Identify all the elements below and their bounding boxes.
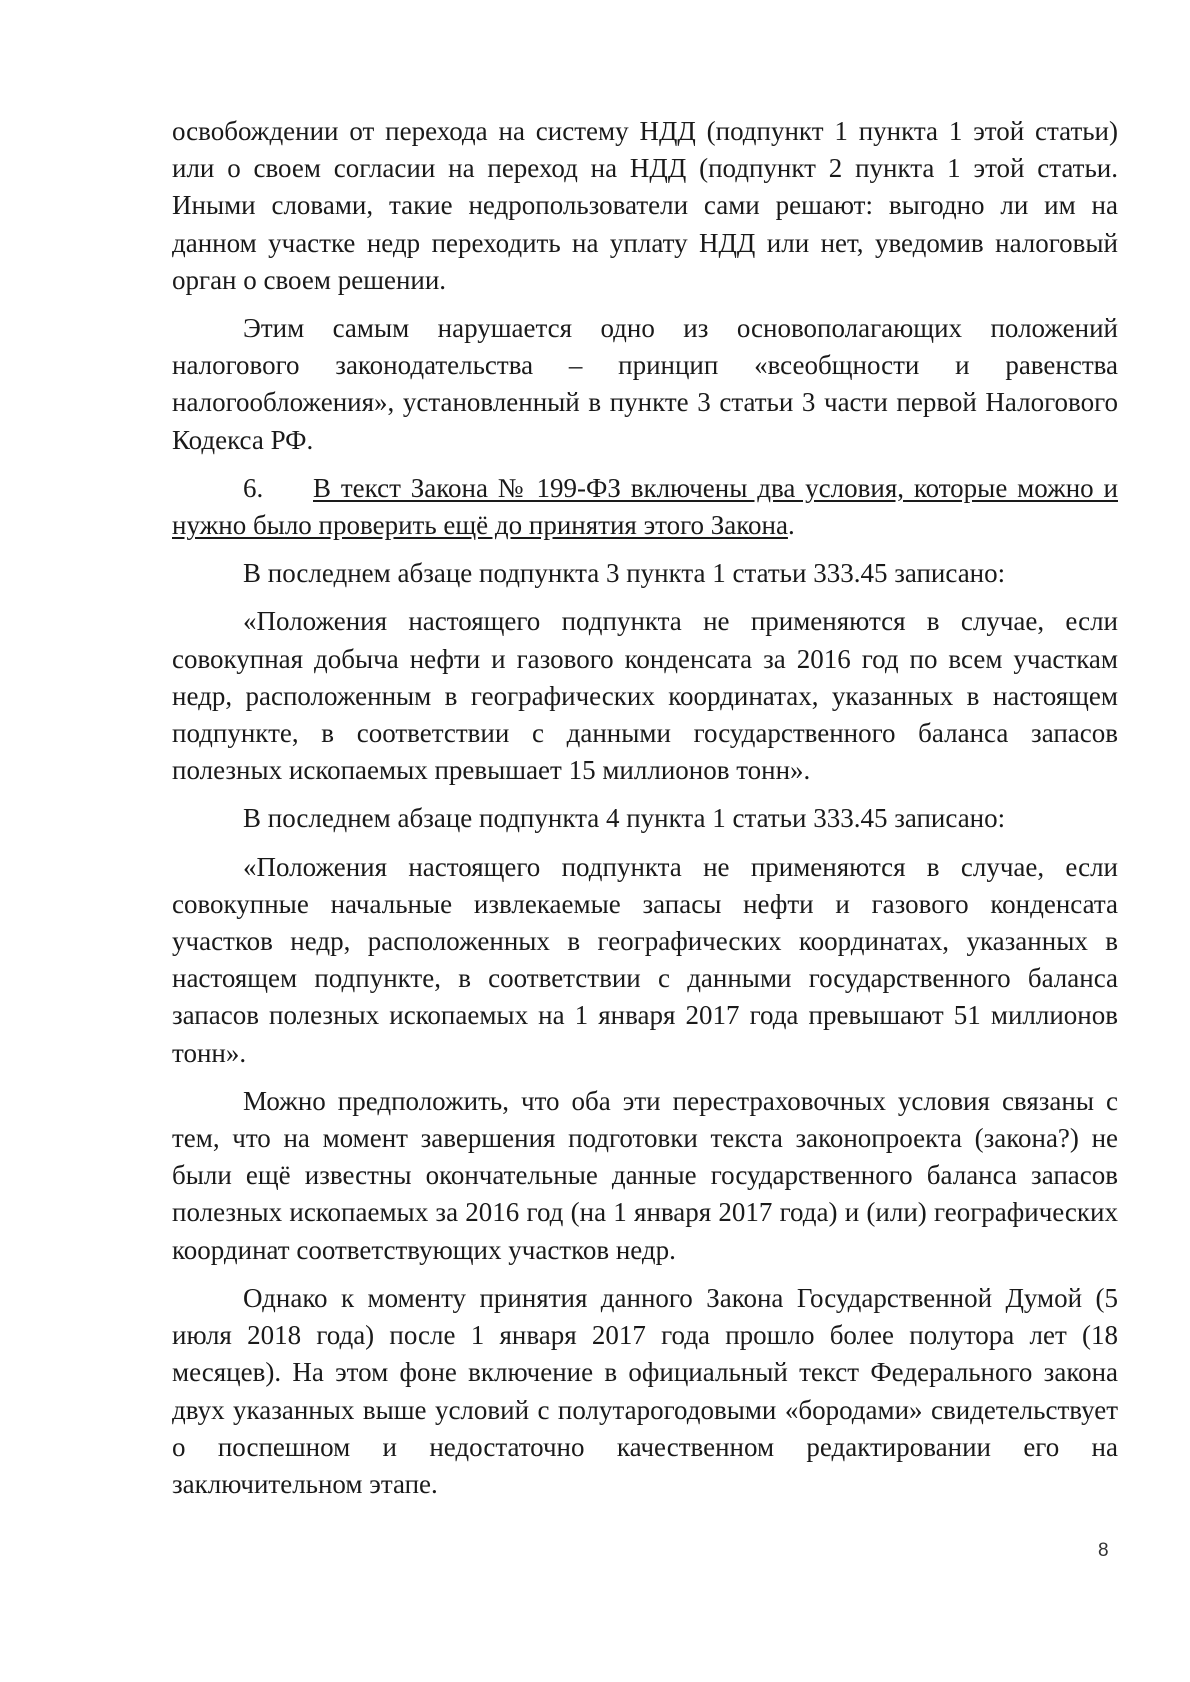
paragraph-6: В последнем абзаце подпункта 4 пункта 1 статьи 333.45 записано: [243,803,1006,834]
paragraph-1: освобождении от перехода на систему НДД (подпункт 1 пункта 1 этой статьи) или о своем согласии на переход на НДД (подпункт 2 пункта 1 этой статьи. Иными словами, такие недропользователи сами решают: выгодно ли им на данном участке недр переходить на уплату НДД или нет, уведомив налоговый орган о своем решении. [172,116,1118,295]
underlined-statement: В текст Закона № 199-ФЗ включены два условия, которые можно и нужно было проверить ещё до принятия этого Закона [172,472,1118,541]
paragraph-9: Однако к моменту принятия данного Закона Государственной Думой (5 июля 2018 года) после 1 января 2017 года прошло более полутора лет (18 месяцев). На этом фоне включение в официальный текст Федерального закона двух указанных выше условий с полутарогодовыми «бородами» свидетельствует о поспешном и недостаточно качественном редактировании его на заключительном этапе. [172,1282,1118,1499]
statement-tail: . [787,510,795,541]
paragraph-2: Этим самым нарушается одно из основополагающих положений налогового законодательства – принцип «всеобщности и равенства налогообложения», установленный в пункте 3 статьи 3 части первой Налогового Кодекса РФ. [172,313,1118,455]
page-number: 8 [1098,1540,1109,1561]
paragraph-8: Можно предположить, что оба эти перестраховочных условия связаны с тем, что на момент завершения подготовки текста законопроекта (закона?) не были ещё известны окончательные данные государственного баланса запасов полезных ископаемых за 2016 год (на 1 января 2017 года) и (или) географических координат соответствующих участков недр. [172,1085,1118,1265]
quote-1: «Положения настоящего подпункта не применяются в случае, если совокупная добыча нефти и газового конденсата за 2016 год по всем участкам недр, расположенным в географических координатах, указанных в настоящем подпункте, в соответствии с данными государственного баланса запасов полезных ископаемых превышает 15 миллионов тонн». [172,606,1118,786]
document-body [172,113,1118,1503]
paragraph-3 [172,470,1118,544]
quote-2: «Положения настоящего подпункта не применяются в случае, если совокупные начальные извлекаемые запасы нефти и газового конденсата участков недр, расположенных в географических координатах, указанных в настоящем подпункте, в соответствии с данными государственного баланса запасов полезных ископаемых на 1 января 2017 года превышают 51 миллионов тонн». [172,851,1118,1068]
list-number: 6. [243,472,264,503]
paragraph-4: В последнем абзаце подпункта 3 пункта 1 статьи 333.45 записано: [243,558,1006,589]
